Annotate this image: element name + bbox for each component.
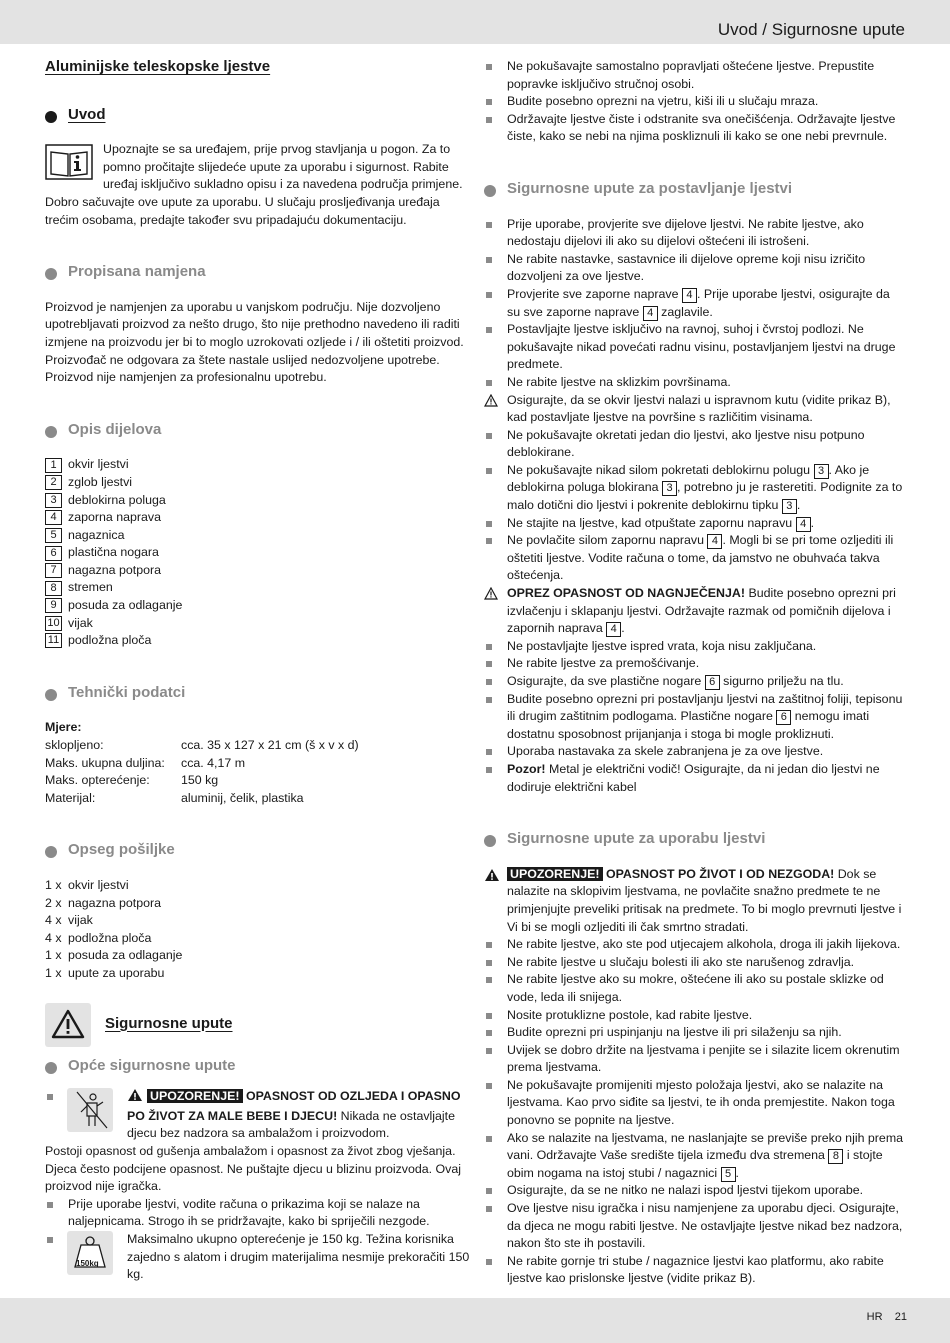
- list-item: Ako se nalazite na ljestvama, ne naslanjajte se previše preko njih prema vani. Održavajte Vaše središte tijela između dva stremena 8 i stojte obim nogama na istoj stubi / nagaznici 5 .: [484, 1130, 904, 1183]
- list-item: Osigurajte, da se okvir ljestvi nalazi u ispravnom kutu (vidite prikaz B), kad postavljate ljestve na površine s različitim visinama.: [484, 392, 904, 427]
- warning-block: UPOZORENJE! OPASNOST PO ŽIVOT I OD NEZGODA! Dok se nalazite na sklopivim ljestvama, ne povlačite snažno predmete te ne primjenjujte preveliki pritisak na predmete. To bi moglo prevrnuti ljestve i Vi bi se mogli ozljediti ili čak smrtno stradati.: [484, 866, 904, 936]
- list-item: 1 x upute za uporabu: [45, 965, 165, 980]
- list-item: 4 x vijak: [45, 913, 93, 928]
- list-item: 1 x okvir ljestvi: [45, 878, 129, 892]
- list-item: 10 vijak: [45, 615, 470, 633]
- page-number: HR 21: [866, 1311, 907, 1323]
- list-item: Uvijek se dobro držite na ljestvama i penjite se i silazite licem okrenutim prema ljestvama.: [484, 1042, 904, 1077]
- list-item: Budite oprezni pri uspinjanju na ljestve ili pri silaženju sa njih.: [484, 1024, 904, 1042]
- list-item: 11 podložna ploča: [45, 632, 470, 650]
- list-item: Ne rabite ljestve u slučaju bolesti ili ako ste narušenog zdravlja.: [484, 954, 904, 972]
- table-row: Maks. ukupna duljina: cca. 4,17 m: [45, 755, 246, 770]
- list-item: Ne pokušavajte samostalno popravljati oštećene ljestve. Prepustite popravke isključivo stručnoj osobi.: [484, 58, 904, 93]
- list-item: 2 x nagazna potpora: [45, 895, 162, 910]
- warning-triangle-icon: [484, 587, 498, 600]
- safety-item-children: [45, 1088, 470, 1196]
- header-title: Uvod / Sigurnosne upute: [717, 20, 905, 39]
- list-item: Ne pokušavajte promijeniti mjesto položaja ljestvi, ako se nalazite na ljestvama. Kao prvo siđite sa ljestvi, te ih onda premjestite. Nakon toga ponovno se popnite na ljestve.: [484, 1077, 904, 1130]
- right-column: [484, 58, 904, 1288]
- child-safety-icon: [67, 1088, 113, 1132]
- list-item: 1 okvir ljestvi: [45, 456, 470, 474]
- header-bar: [0, 0, 950, 44]
- namjena-text: Proizvod je namjenjen za uporabu u vanjskom području. Nije dozvoljeno upotrebljavati proizvod za nešto drugo, što nije prethodno navedeno ili raditi izmjene na proizvodu jer bi to moglo uzrokovati ozljede i / ili oštetiti proizvod. Proizvođač ne odgovara za štete nastale uslijed nedozvoljene upotrebe. Proizvod nije namjenjen za profesionalnu upotrebu.: [45, 299, 464, 385]
- info-book-icon: [45, 144, 93, 180]
- list-item: 9 posuda za odlaganje: [45, 597, 470, 615]
- warning-triangle-icon: [127, 1088, 143, 1108]
- safety-heading-block: [45, 1003, 470, 1049]
- list-item: Održavajte ljestve čiste i odstranite sva onečišćenja. Održavajte ljestve čiste, kako se nebi na njima poskliznuli ili kako se one nebi prevrnule.: [484, 111, 904, 146]
- list-item: Osigurajte, da sve plastične nogare 6 sigurno prilježu na tlu.: [484, 673, 904, 691]
- list-item: Ove ljestve nisu igračka i nisu namjenjene za uporabu djeci. Osigurajte, da djeca ne mogu rabiti ljestve. Ne ostavljajte ljestve nikad bez nadzora, nakon što ste ih postavili.: [484, 1200, 904, 1253]
- list-item: Budite posebno oprezni na vjetru, kiši ili u slučaju mraza.: [484, 93, 904, 111]
- list-item: 5 nagaznica: [45, 527, 470, 545]
- tech-subheading: Mjere:: [45, 720, 82, 735]
- heading-opce-sigurnosne-upute: Opće sigurnosne upute: [45, 1057, 470, 1075]
- list-item: Ne rabite ljestve ako su mokre, oštećene ili ako su postale sklizke od vode, leda ili snijega.: [484, 971, 904, 1006]
- safety-item-load: [45, 1231, 470, 1284]
- warning-text-rest: Postoji opasnost od gušenja ambalažom i opasnost za život zbog vješanja. Djeca često podcijene opasnost. Ne puštajte djecu u blizinu proizvoda. Ovaj proizvod nije igračka.: [45, 1143, 462, 1194]
- list-item: Ne rabite gornje tri stube / nagaznice ljestvi kao platformu, ako rabite ljestve kao prislonske ljestve (vidite prikaz B).: [484, 1253, 904, 1288]
- list-item: Ne povlačite silom zapornu napravu 4 . Mogli bi se pri tome ozljediti ili oštetiti ljestve. Vodite računa o tome, da jamstvo ne obuhvaća takva oštećenja.: [484, 532, 904, 585]
- heading-postavljanje: Sigurnosne upute za postavljanje ljestvi: [484, 180, 904, 198]
- list-item: OPREZ OPASNOST OD NAGNJEČENJA! Budite posebno oprezni pri izvlačenju i sklapanju ljestvi. Održavajte razmak od pomičnih dijelova i zapornih naprava 4 .: [484, 585, 904, 638]
- heading-opseg-posiljke: Opseg pošiljke: [45, 841, 470, 859]
- list-item: 1 x posuda za odlaganje: [45, 948, 183, 963]
- list-item: 2 zglob ljestvi: [45, 474, 470, 492]
- table-row: Materijal: aluminij, čelik, plastika: [45, 790, 304, 805]
- list-item: Ne rabite ljestve, ako ste pod utjecajem alkohola, droga ili jakih lijekova.: [484, 936, 904, 954]
- list-item: Ne stajite na ljestve, kad otpuštate zapornu napravu 4 .: [484, 515, 904, 533]
- heading-propisana-namjena: Propisana namjena: [45, 263, 470, 281]
- document-title: Aluminijske teleskopske ljestve: [45, 58, 271, 75]
- intro-text: Upoznajte se sa uređajem, prije prvog stavljanja u pogon. Za to pomno pročitajte slijedeće upute za uporabu i sigurnost. Rabite uređaj isključivo sukladno opisu i za navedena područja primjene.: [103, 142, 463, 192]
- list-item: Postavljajte ljestve isključivo na ravnoj, suhoj i čvrstoj podlozi. Ne pokušavajte nikad povećati radnu visinu, postavljanjem ljestvi na druge predmete.: [484, 321, 904, 374]
- footer-bar: [0, 1298, 950, 1343]
- list-item: Budite posebno oprezni pri postavljanju ljestvi na zaštitnoj foliji, tepisonu ili drugim zaštitnim podlogama. Plastične nogare 6 nemogu imati dostatnu sposobnost prijanjanja i stoga bi mogle proklizнuti.: [484, 691, 904, 744]
- warning-label: UPOZORENJE!: [507, 867, 603, 881]
- list-item: Provjerite sve zaporne naprave 4 . Prije uporabe ljestvi, osigurajte da su sve zaporne naprave 4 zaglavile.: [484, 286, 904, 321]
- list-item: Ne rabite ljestve na sklizkim površinama.: [484, 374, 904, 392]
- list-item: 4 x podložna ploča: [45, 930, 152, 945]
- list-item: Osigurajte, da se ne nitko ne nalazi ispod ljestvi tijekom uporabe.: [484, 1182, 904, 1200]
- table-row: Maks. opterećenje: 150 kg: [45, 773, 219, 788]
- warning-label: UPOZORENJE!: [147, 1089, 243, 1103]
- list-item: 8 stremen: [45, 579, 470, 597]
- load-text: Maksimalno ukupno opterećenje je 150 kg. Težina korisnika zajedno s alatom i drugim materijalima nesmije prekoračiti 150 kg.: [127, 1231, 470, 1282]
- safety-item-labels: Prije uporabe ljestvi, vodite računa o prikazima koji se nalaze na naljepnicama. Strogo ih se pridržavajte, kako bi spriječili nezgode.: [45, 1196, 470, 1231]
- intro-text-2: Dobro sačuvajte ove upute za uporabu. U slučaju prosljeđivanja uređaja trećim osobama, predajte također svu pripadajuću dokumentaciju.: [45, 194, 440, 227]
- list-item: Pozor! Metal je električni vodič! Osigurajte, da ni jedan dio ljestvi ne dodiruje električni kabel: [484, 761, 904, 796]
- intro-block: [45, 141, 470, 229]
- heading-opis-dijelova: Opis dijelova: [45, 421, 470, 439]
- weight-icon: [67, 1231, 113, 1275]
- list-item: Uporaba nastavaka za skele zabranjena je za ove ljestve.: [484, 743, 904, 761]
- warning-triangle-icon: [484, 868, 500, 882]
- left-column: [45, 54, 470, 1284]
- parts-list: [45, 456, 470, 650]
- table-row: sklopljeno: cca. 35 x 127 x 21 cm (š x v x d): [45, 738, 359, 753]
- list-item: 3 deblokirna poluga: [45, 492, 470, 510]
- heading-uporaba: Sigurnosne upute za uporabu ljestvi: [484, 830, 904, 848]
- warning-triangle-icon: [484, 394, 498, 407]
- list-item: Ne rabite ljestve za premošćivanje.: [484, 655, 904, 673]
- list-item: Ne postavljajte ljestve ispred vrata, koja nisu zaključana.: [484, 638, 904, 656]
- warning-bold: OPASNOST OD OZLJEDA I OPASNO PO ŽIVOT ZA MALE BEBE I DJECU!: [127, 1089, 461, 1123]
- warning-triangle-icon: [45, 1003, 91, 1047]
- weight-icon-label: 150kg: [76, 1258, 99, 1268]
- list-item: 7 nagazna potpora: [45, 562, 470, 580]
- list-item: Nosite protuklizne postole, kad rabite ljestve.: [484, 1007, 904, 1025]
- heading-uvod: Uvod: [45, 106, 470, 124]
- warning-text-1: Nikada: [340, 1108, 380, 1123]
- list-item: Ne pokušavajte nikad silom pokretati deblokirnu polugu 3 . Ako je deblokirna poluga blokirana 3 , potrebno ju je rasteretiti. Podignite za to malo dotični dio ljestvi i pokrenite deblokirnu tipku 3 .: [484, 462, 904, 515]
- list-item: 6 plastična nogara: [45, 544, 470, 562]
- list-item: Ne pokušavajte okretati jedan dio ljestvi, ako ljestve nisu potpuno deblokirane.: [484, 427, 904, 462]
- list-item: Prije uporabe, provjerite sve dijelove ljestvi. Ne rabite ljestve, ako nedostaju dijelovi ili ako su dijelovi oštećeni ili istrošeni.: [484, 216, 904, 251]
- shipment-list: [45, 877, 470, 983]
- warning-text-2: ne ostavljajte djecu bez nadzora sa ambalažom i proizvodom.: [127, 1108, 456, 1141]
- heading-sigurnosne-upute: Sigurnosne upute: [105, 1014, 233, 1032]
- list-item: 4 zaporna naprava: [45, 509, 470, 527]
- list-item: Ne rabite nastavke, sastavnice ili dijelove opreme koji nisu izričito dozvoljeni za ove ljestve.: [484, 251, 904, 286]
- heading-tehnicki-podatci: Tehnički podatci: [45, 684, 470, 702]
- tech-table: [45, 737, 470, 807]
